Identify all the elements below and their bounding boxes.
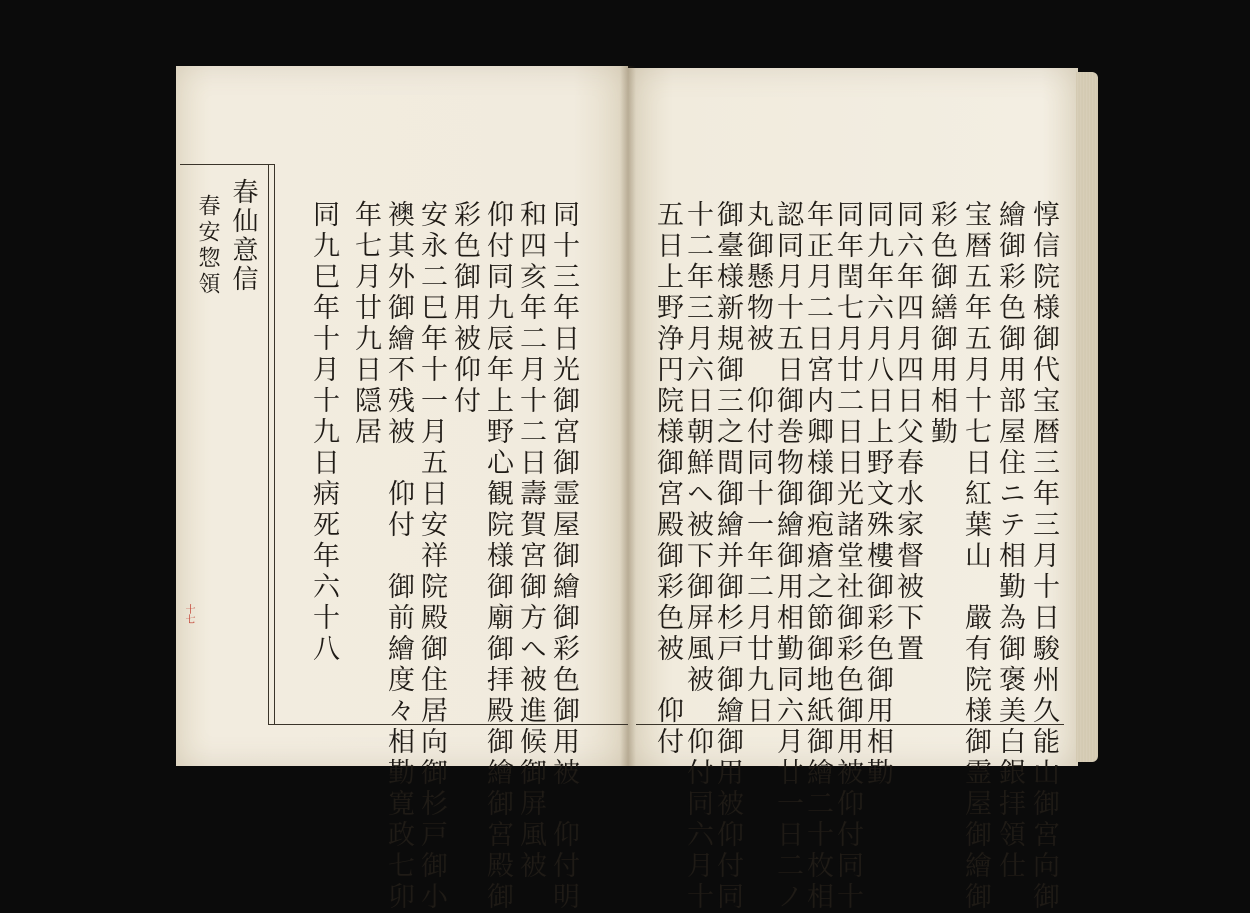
text-column: 同九巳年十月十九日病死年六十八 — [308, 200, 339, 665]
text-column: 仰付同九辰年上野心観院様御廟御拝殿御繪御宮殿御 — [482, 200, 513, 913]
text-column: 同十三年日光御宮御霊屋御繪御彩色御用被 仰付明 — [548, 200, 579, 913]
text-column: 年七月廿九日隠居 — [350, 200, 381, 448]
text-column: 惇信院様御代宝暦三年三月十日駿州久能山御宮向御 — [1028, 200, 1059, 913]
text-column: 認同月十五日御巻物御繪御用相勤同六月廿一日二ノ — [772, 200, 803, 913]
text-column: 丸御懸物被 仰付同十一年二月廿九日 — [742, 200, 773, 727]
text-column: 御臺様新規御三之間御繪并御杉戸御繪御用被仰付同 — [712, 200, 743, 913]
folio-number: 十七 — [183, 604, 194, 624]
text-column: 同九年六月八日上野文殊樓御彩色御用相勤 — [862, 200, 893, 789]
frame-line — [180, 164, 275, 165]
text-column: 宝暦五年五月十七日紅葉山 嚴有院様御霊屋御繪御 — [960, 200, 991, 913]
text-column: 安永二巳年十一月五日安祥院殿御住居向御杉戸御小 — [416, 200, 447, 913]
side-author: 春安惣領 — [195, 194, 220, 298]
frame-line — [274, 164, 275, 725]
text-column: 十二年三月六日朝鮮へ被下御屏風被 仰付同六月十 — [682, 200, 713, 913]
text-column: 彩色御繕御用相勤 — [926, 200, 957, 448]
text-column: 繪御彩色御用部屋住ニテ相勤為御褒美白銀拝領仕 — [994, 200, 1025, 882]
text-column: 彩色御用被仰付 — [449, 200, 480, 417]
side-title: 春仙意信 — [228, 178, 258, 294]
book-gutter — [620, 66, 636, 766]
text-column: 年正月二日宮内卿様御疱瘡之節御地紙御繪二十枚相 — [802, 200, 833, 913]
text-column: 襖其外御繪不残被 仰付 御前繪度々相勤寛政七卯 — [383, 200, 414, 913]
text-column: 和四亥年二月十二日壽賀宮御方へ被進候御屏風被 — [515, 200, 546, 882]
frame-line — [268, 164, 269, 725]
text-column: 同六年四月四日父春水家督被下置 — [892, 200, 923, 665]
text-column: 同年閏七月廿二日日光諸堂社御彩色御用被仰付同十 — [832, 200, 863, 913]
text-column: 五日上野浄円院様御宮殿御彩色被 仰付 — [652, 200, 683, 758]
page-edges — [1076, 72, 1098, 762]
